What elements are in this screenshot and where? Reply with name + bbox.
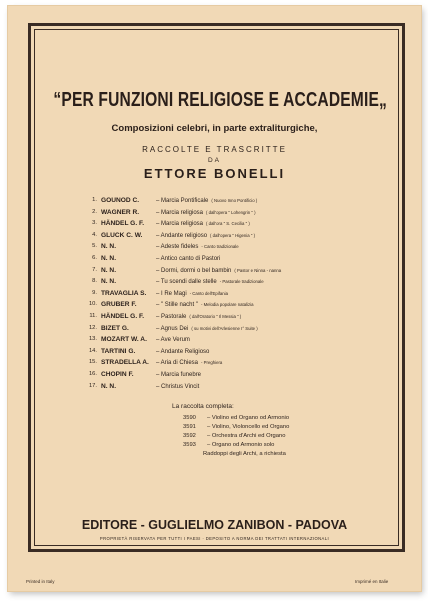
piece-number: 14. [88, 347, 97, 354]
by-line: DA [207, 157, 222, 164]
piece-title: – Adeste fideles [156, 244, 199, 251]
piece-composer: N. N. [101, 254, 117, 262]
piece-title: – " Stille nacht " [156, 302, 198, 309]
edition-code: 3591 [183, 424, 196, 430]
piece-note: ( dall'ora " S. Cecilia " ) [206, 221, 250, 227]
piece-note: ( Nuovo Inno Pontificio ) [211, 198, 258, 203]
list-item [85, 357, 385, 369]
piece-note: - Melodia popolare natalizia [200, 302, 254, 308]
subtitle: Composizioni celebri, in parte extraliturgiche, [111, 123, 318, 134]
list-item [85, 195, 385, 207]
piece-note: - Canto dell'Epifania [189, 290, 229, 296]
piece-composer: GLUCK C. W. [101, 231, 143, 239]
piece-title-wrap [156, 357, 222, 369]
piece-composer: GOUNOD C. [101, 197, 140, 204]
piece-number: 15. [88, 359, 97, 366]
piece-note: ( Pastor e Ninna - nanna [234, 267, 282, 273]
piece-note: ( su motivi dell'Arlesienne I° Suite ) [191, 325, 258, 331]
list-item [85, 334, 385, 346]
collection-editions [183, 414, 289, 459]
list-item [85, 299, 385, 311]
piece-note: - Canto tradizionale [201, 244, 239, 250]
piece-number: 16. [88, 370, 97, 377]
piece-title-wrap [156, 323, 258, 335]
publisher-line: EDITORE - GUGLIELMO ZANIBON - PADOVA [81, 518, 348, 532]
edition-item [183, 423, 289, 432]
piece-composer: STRADELLA A. [101, 359, 149, 367]
edition-text: – Orchestra d'Archi ed Organo [207, 433, 286, 439]
piece-title: – Marcia Pontificale [156, 198, 209, 204]
score-cover [8, 6, 421, 591]
author-name: ETTORE BONELLI [143, 166, 286, 181]
list-item [85, 346, 385, 358]
piece-note: ( dall'opera " Lohengrin " ) [206, 209, 256, 215]
piece-title: – Pastorale [156, 313, 187, 320]
piece-title: – Antico canto di Pastori [156, 255, 221, 262]
piece-number: 12. [88, 324, 97, 331]
piece-number: 5. [92, 243, 97, 250]
collection-heading: La raccolta completa: [172, 403, 234, 410]
piece-composer: WAGNER R. [101, 208, 140, 216]
edition-text: – Violino ed Organo od Armonio [207, 415, 290, 421]
piece-title: – Marcia religiosa [156, 209, 204, 216]
piece-composer: HÄNDEL G. F. [101, 312, 145, 320]
edition-code: 3592 [183, 433, 196, 439]
piece-number: 3. [92, 220, 97, 227]
edition-text: – Violino, Violoncello ed Organo [207, 424, 290, 430]
edition-extra: Raddoppi degli Archi, a richiesta [203, 451, 286, 457]
piece-title-wrap [156, 218, 250, 230]
piece-number: 1. [92, 197, 97, 203]
piece-title-wrap [156, 299, 254, 311]
list-item [85, 253, 385, 265]
piece-title: – Christus Vincit [156, 383, 200, 390]
piece-title: – Tu scendi dalle stelle [156, 279, 217, 286]
list-item [85, 311, 385, 323]
list-item [85, 276, 385, 288]
piece-title-wrap [156, 207, 256, 219]
piece-title-wrap [156, 276, 264, 288]
piece-title: – Aria di Chiesa [156, 360, 199, 367]
collected-line: RACCOLTE E TRASCRITTE [142, 145, 287, 154]
piece-title-wrap [156, 346, 212, 358]
list-item [85, 381, 385, 393]
piece-title-wrap [156, 195, 257, 207]
edition-code: 3590 [183, 415, 196, 421]
piece-note: - Pastorale tradizionale [219, 279, 264, 285]
list-item [85, 288, 385, 300]
piece-number: 10. [88, 301, 97, 308]
piece-composer: N. N. [101, 278, 117, 286]
piece-composer: MOZART W. A. [101, 336, 147, 344]
piece-composer: BIZET G. [101, 324, 129, 332]
piece-composer: TARTINI G. [101, 347, 136, 355]
piece-number: 7. [92, 266, 97, 273]
piece-note: - Preghiera [201, 360, 223, 366]
piece-title: – Marcia funebre [156, 371, 202, 378]
piece-title: – Ave Verum [156, 337, 190, 344]
piece-number: 13. [88, 336, 97, 343]
printed-in-label: Printed in Italy [26, 579, 55, 584]
list-item [85, 207, 385, 219]
piece-number: 8. [92, 278, 97, 285]
piece-title-wrap [156, 369, 204, 381]
list-item [85, 265, 385, 277]
piece-title-wrap [156, 311, 241, 323]
piece-composer: N. N. [101, 243, 117, 251]
edition-item [183, 432, 289, 441]
edition-text: – Organo od Armonio solo [207, 442, 275, 448]
piece-title-wrap [156, 288, 228, 300]
imprime-label: Imprimé en Italie [355, 579, 389, 584]
piece-title: – Andante religioso [156, 232, 208, 239]
piece-composer: N. N. [101, 266, 117, 274]
collection-title: “PER FUNZIONI RELIGIOSE E ACCADEMIE„ [53, 89, 387, 111]
piece-title-wrap [156, 381, 202, 393]
list-item [85, 369, 385, 381]
piece-number: 6. [92, 254, 97, 261]
piece-composer: TRAVAGLIA S. [101, 289, 147, 297]
piece-title: – Marcia religiosa [156, 221, 204, 228]
piece-number: 2. [92, 208, 97, 215]
piece-number: 17. [88, 382, 97, 389]
list-item [85, 218, 385, 230]
rights-notice: PROPRIETÀ RISERVATA PER TUTTI I PAESI · DEPOSITO A NORMA DEI TRATTATI INTERNAZIONALI [99, 536, 330, 541]
edition-item [183, 441, 289, 450]
pieces-list [85, 195, 385, 392]
edition-code: 3593 [183, 442, 196, 448]
piece-number: 4. [92, 231, 97, 238]
piece-composer: HÄNDEL G. F. [101, 220, 145, 228]
piece-number: 11. [89, 312, 97, 319]
piece-title-wrap [156, 265, 281, 277]
piece-title: – Dormi, dormi o bel bambin [156, 267, 232, 274]
piece-title-wrap [156, 253, 223, 265]
piece-title-wrap [156, 241, 239, 253]
edition-item [183, 414, 289, 423]
list-item [85, 323, 385, 335]
list-item [85, 241, 385, 253]
piece-composer: CHOPIN F. [101, 370, 134, 378]
piece-note: ( dall'Oratorio " Il Messia " ) [189, 313, 242, 319]
list-item [85, 230, 385, 242]
piece-title-wrap [156, 230, 255, 242]
piece-number: 9. [92, 289, 97, 296]
piece-title: – I Re Magi [156, 290, 187, 297]
piece-note: ( dall'opera " Higenia " ) [210, 232, 255, 238]
piece-composer: GRUBER F. [101, 301, 137, 309]
piece-composer: N. N. [101, 382, 117, 390]
piece-title: – Agnus Dei [156, 325, 189, 332]
piece-title: – Andante Religioso [156, 348, 210, 355]
piece-title-wrap [156, 334, 193, 346]
